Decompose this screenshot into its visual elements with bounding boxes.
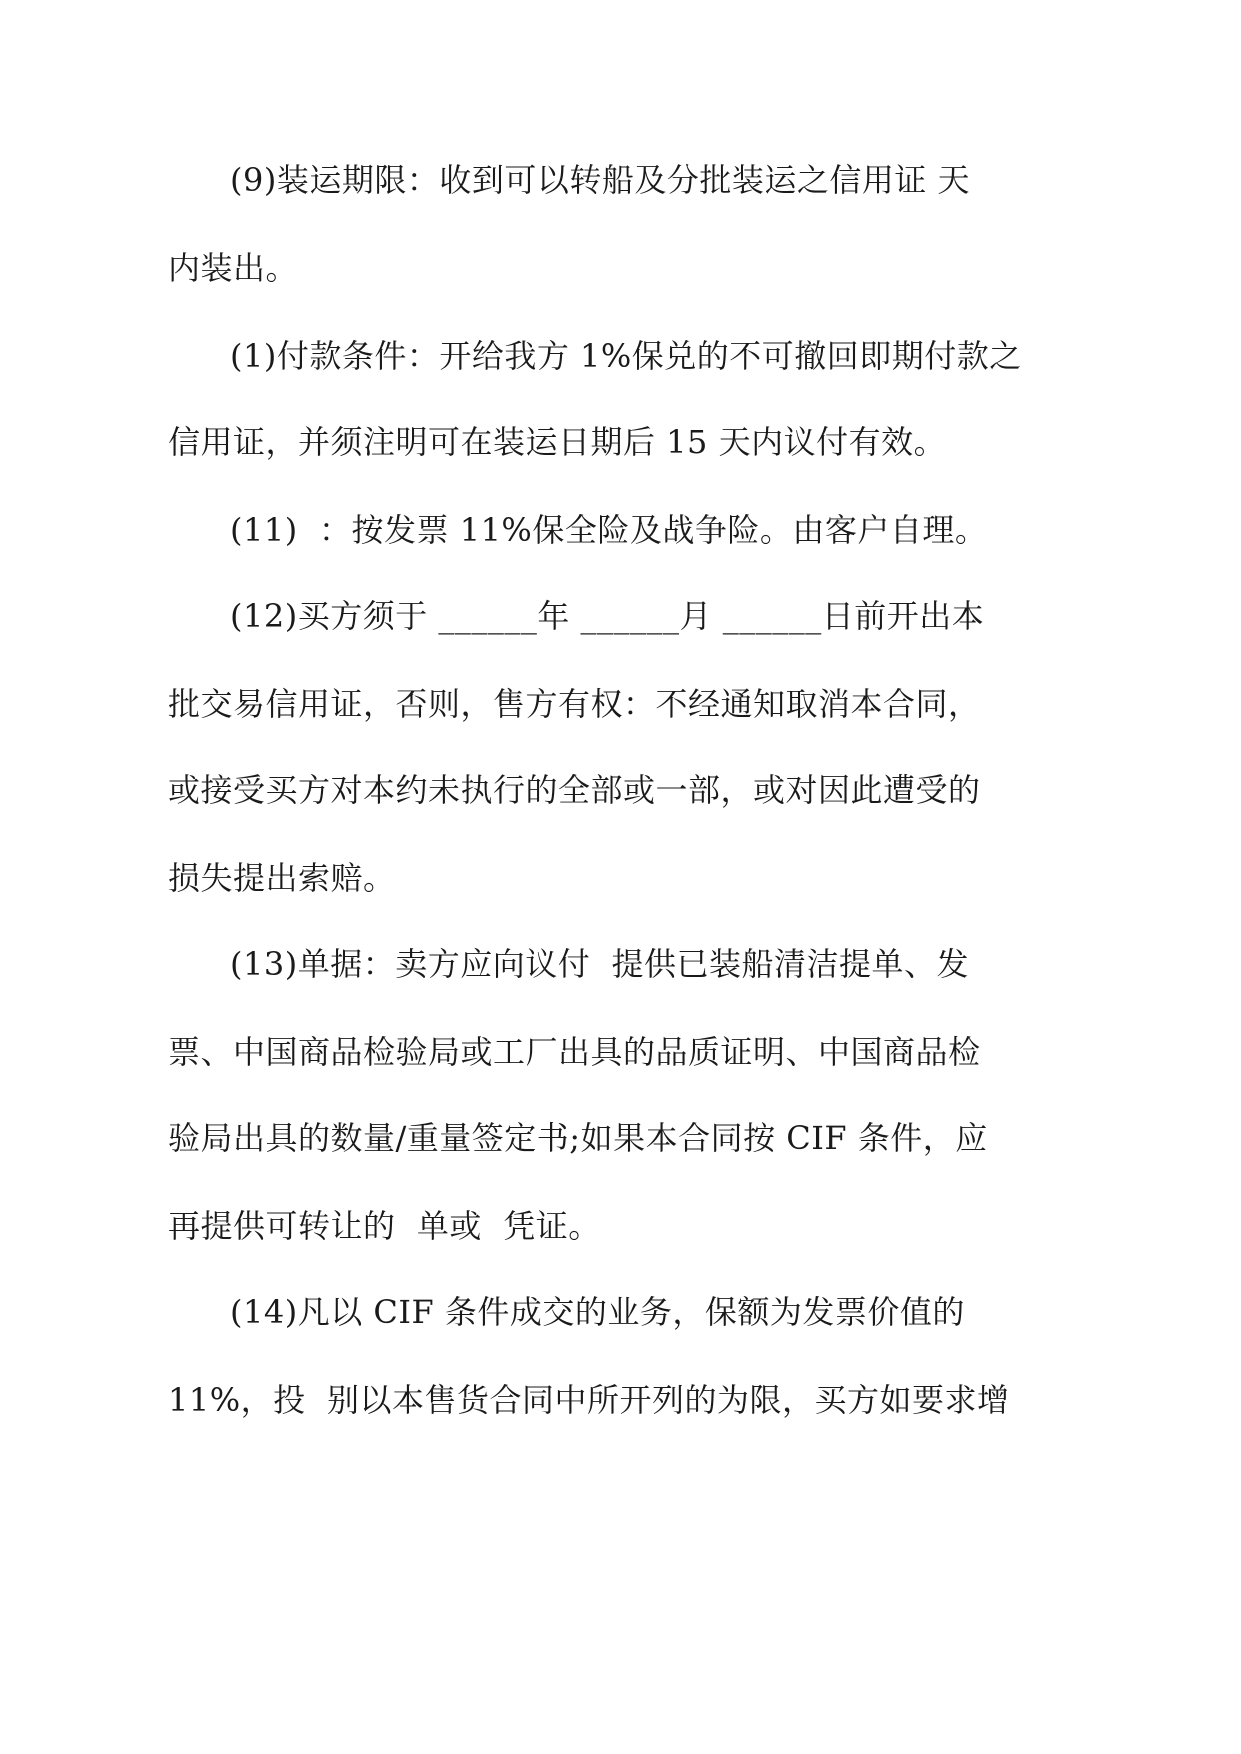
paragraph-13-line-1: (13)单据：卖方应向议付 提供已装船清洁提单、发 <box>230 945 970 983</box>
paragraph-11-line-1: (11) ：按发票 11%保全险及战争险。由客户自理。 <box>230 511 988 549</box>
paragraph-9-line-2: 内装出。 <box>168 249 299 287</box>
paragraph-1-line-2: 信用证，并须注明可在装运日期后 15 天内议付有效。 <box>168 423 947 461</box>
paragraph-14-line-2: 11%，投 别以本售货合同中所开列的为限，买方如要求增 <box>168 1381 1010 1419</box>
paragraph-14-line-1: (14)凡以 CIF 条件成交的业务，保额为发票价值的 <box>230 1293 965 1331</box>
paragraph-13-line-4: 再提供可转让的 单或 凭证。 <box>168 1207 601 1245</box>
paragraph-13-line-2: 票、中国商品检验局或工厂出具的品质证明、中国商品检 <box>168 1033 981 1071</box>
paragraph-1-line-1: (1)付款条件：开给我方 1%保兑的不可撤回即期付款之 <box>230 337 1022 375</box>
paragraph-12-line-4: 损失提出索赔。 <box>168 859 396 897</box>
paragraph-12-line-2: 批交易信用证，否则，售方有权：不经通知取消本合同， <box>168 685 981 723</box>
paragraph-9-line-1: (9)装运期限：收到可以转船及分批装运之信用证 天 <box>230 161 971 199</box>
paragraph-12-line-1: (12)买方须于 ______年 ______月 ______日前开出本 <box>230 597 985 635</box>
paragraph-13-line-3: 验局出具的数量/重量签定书;如果本合同按 CIF 条件，应 <box>168 1119 988 1157</box>
paragraph-12-line-3: 或接受买方对本约未执行的全部或一部，或对因此遭受的 <box>168 771 981 809</box>
